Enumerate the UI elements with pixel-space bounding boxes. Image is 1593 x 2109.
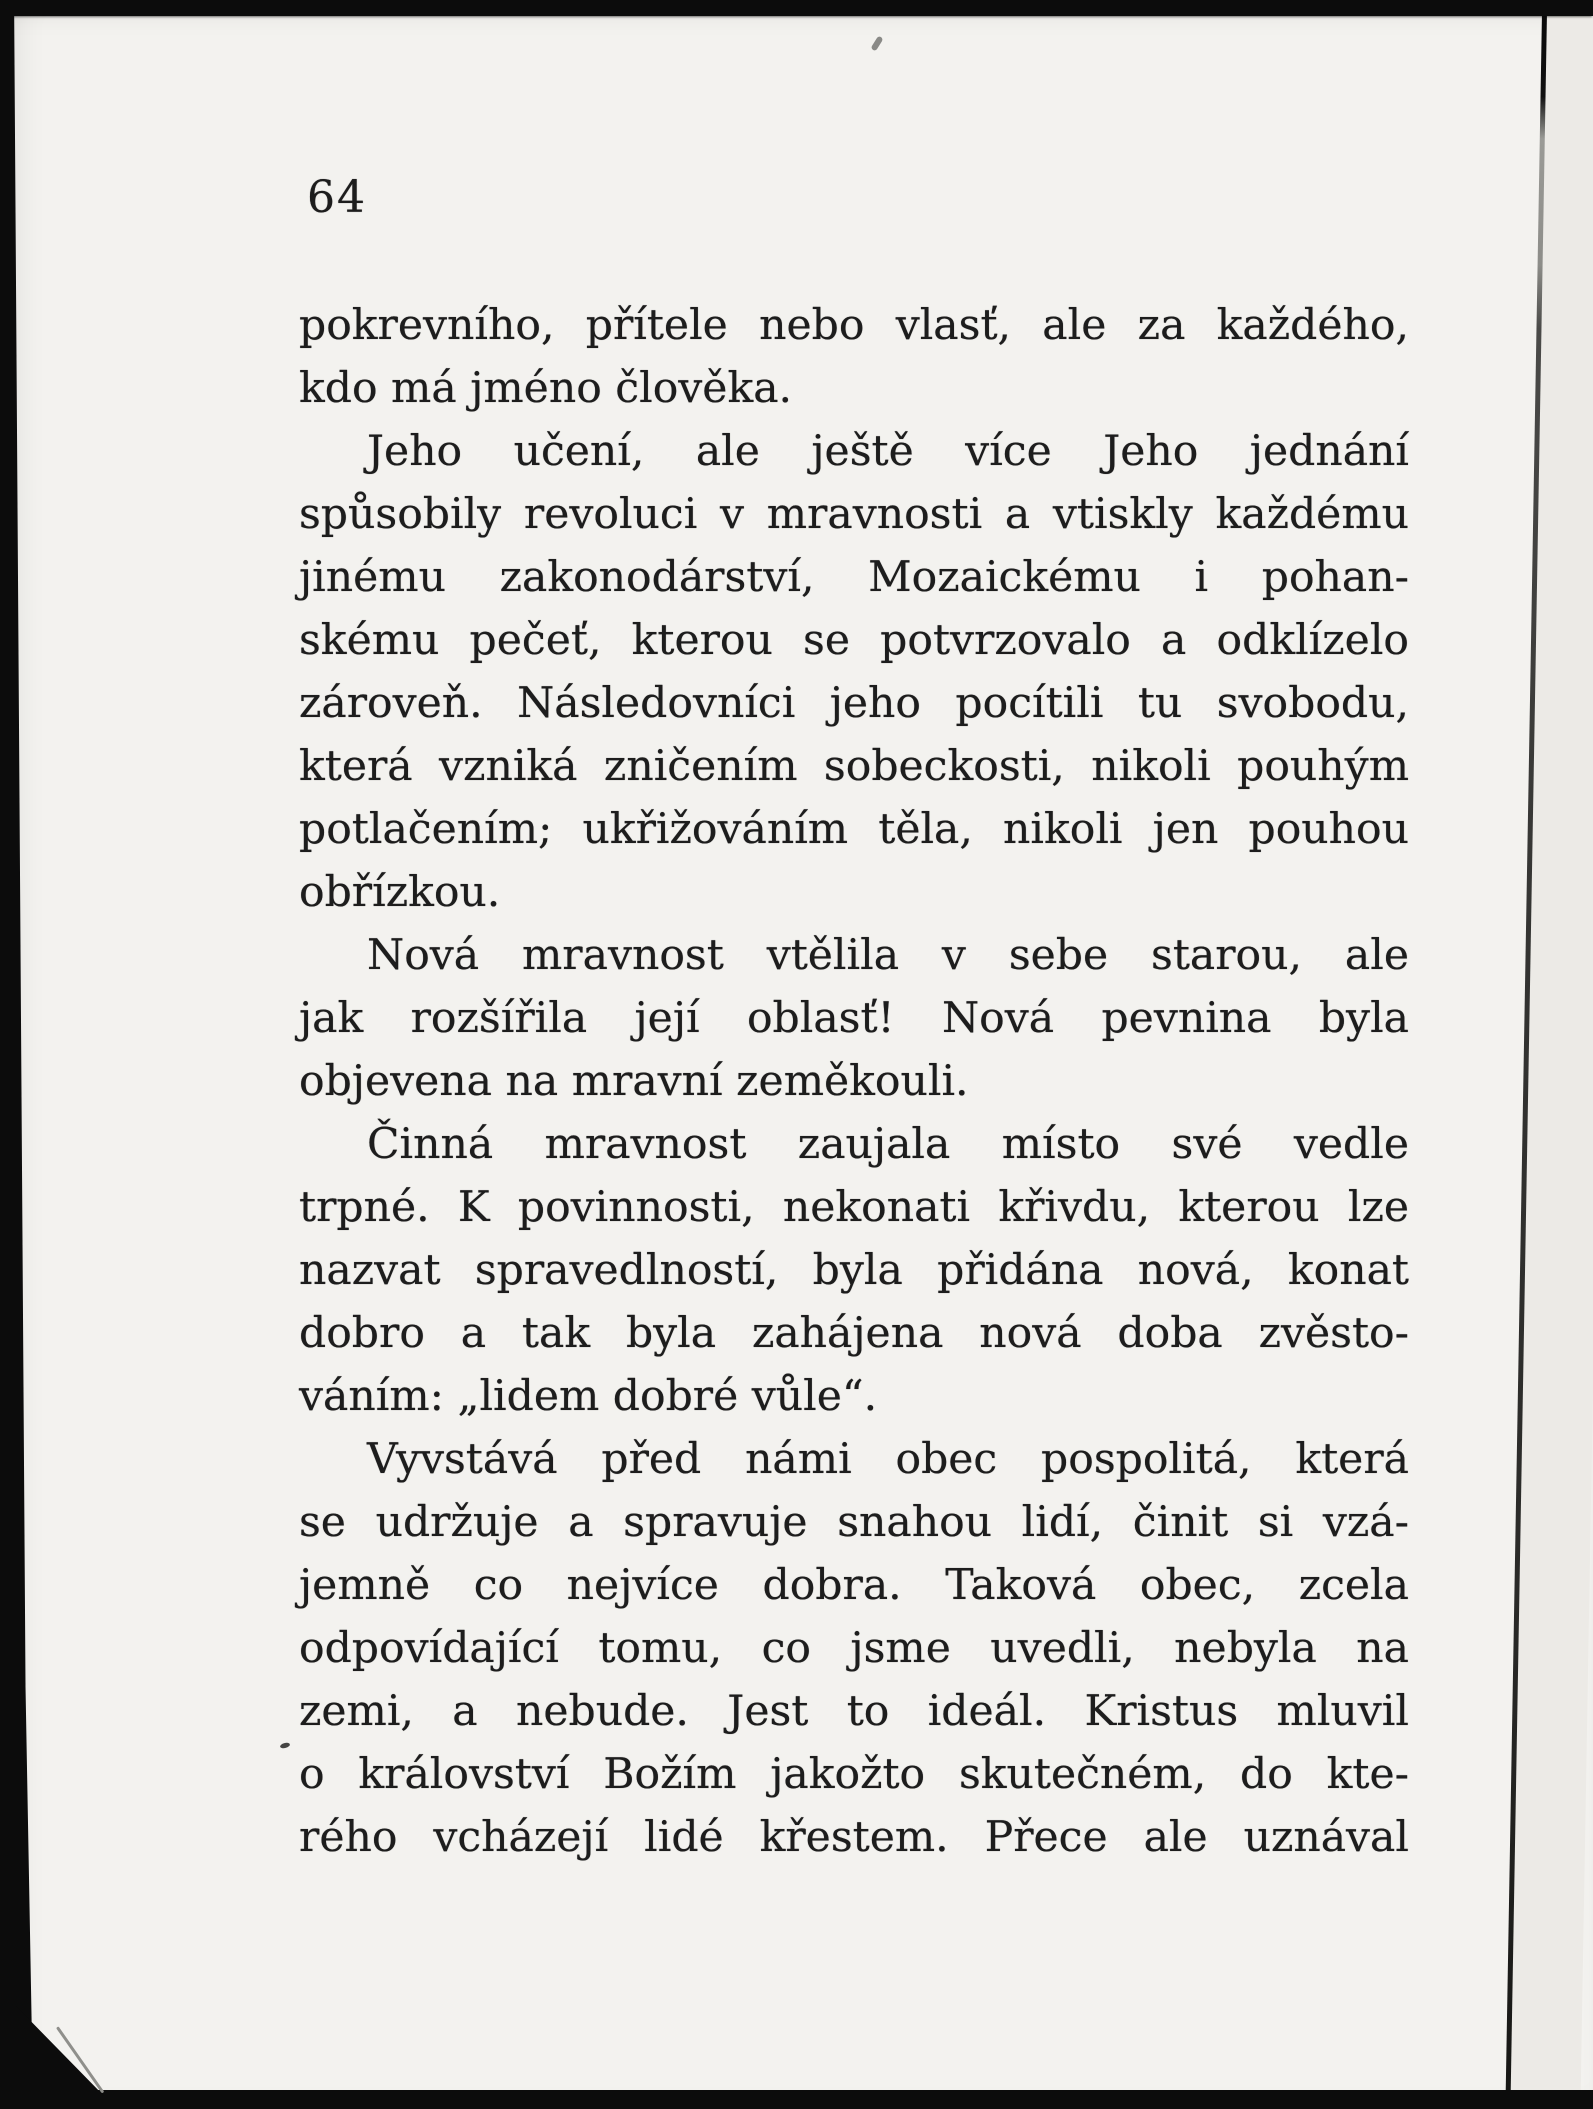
- text-line: se udržuje a spravuje snahou lidí, činit si vzá-: [299, 1498, 1409, 1547]
- text-line: spůsobily revoluci v mravnosti a vtiskly každému: [299, 490, 1409, 539]
- text-line: zemi, a nebude. Jest to ideál. Kristus mluvil: [299, 1687, 1409, 1736]
- text-line: nazvat spravedlností, byla přidána nová, konat: [299, 1246, 1409, 1295]
- body-text: [299, 294, 1409, 1869]
- text-line: kdo má jméno člověka.: [299, 364, 793, 413]
- text-line: skému pečeť, kterou se potvrzovalo a odklízelo: [299, 616, 1409, 665]
- text-line: váním: „lidem dobré vůle“.: [299, 1372, 878, 1421]
- text-line: Činná mravnost zaujala místo své vedle: [367, 1120, 1409, 1169]
- scan-border-bottom: [0, 2090, 1593, 2109]
- text-line: která vzniká zničením sobeckosti, nikoli pouhým: [299, 742, 1409, 791]
- text-line: dobro a tak byla zahájena nová doba zvěsto-: [299, 1309, 1409, 1358]
- page-number: 64: [307, 172, 367, 223]
- text-line: potlačením; ukřižováním těla, nikoli jen pouhou: [299, 805, 1409, 854]
- text-line: objevena na mravní zeměkouli.: [299, 1057, 969, 1106]
- text-line: obřízkou.: [299, 868, 501, 917]
- text-line: Vyvstává před námi obec pospolitá, která: [367, 1435, 1409, 1484]
- text-line: zároveň. Následovníci jeho pocítili tu svobodu,: [299, 679, 1409, 728]
- text-line: odpovídající tomu, co jsme uvedli, nebyla na: [299, 1624, 1409, 1673]
- scan-border-top: [0, 0, 1593, 16]
- text-line: jak rozšířila její oblasť! Nová pevnina byla: [299, 994, 1409, 1043]
- text-line: trpné. K povinnosti, nekonati křivdu, kterou lze: [299, 1183, 1409, 1232]
- text-line: jinému zakonodárství, Mozaickému i pohan-: [299, 553, 1409, 602]
- text-line: rého vcházejí lidé křestem. Přece ale uznával: [299, 1813, 1409, 1862]
- text-line: jemně co nejvíce dobra. Taková obec, zcela: [299, 1561, 1409, 1610]
- text-line: o království Božím jakožto skutečném, do kte-: [299, 1750, 1409, 1799]
- text-line: Jeho učení, ale ještě více Jeho jednání: [367, 427, 1409, 476]
- text-line: Nová mravnost vtělila v sebe starou, ale: [367, 931, 1409, 980]
- text-line: pokrevního, přítele nebo vlasť, ale za každého,: [299, 301, 1409, 350]
